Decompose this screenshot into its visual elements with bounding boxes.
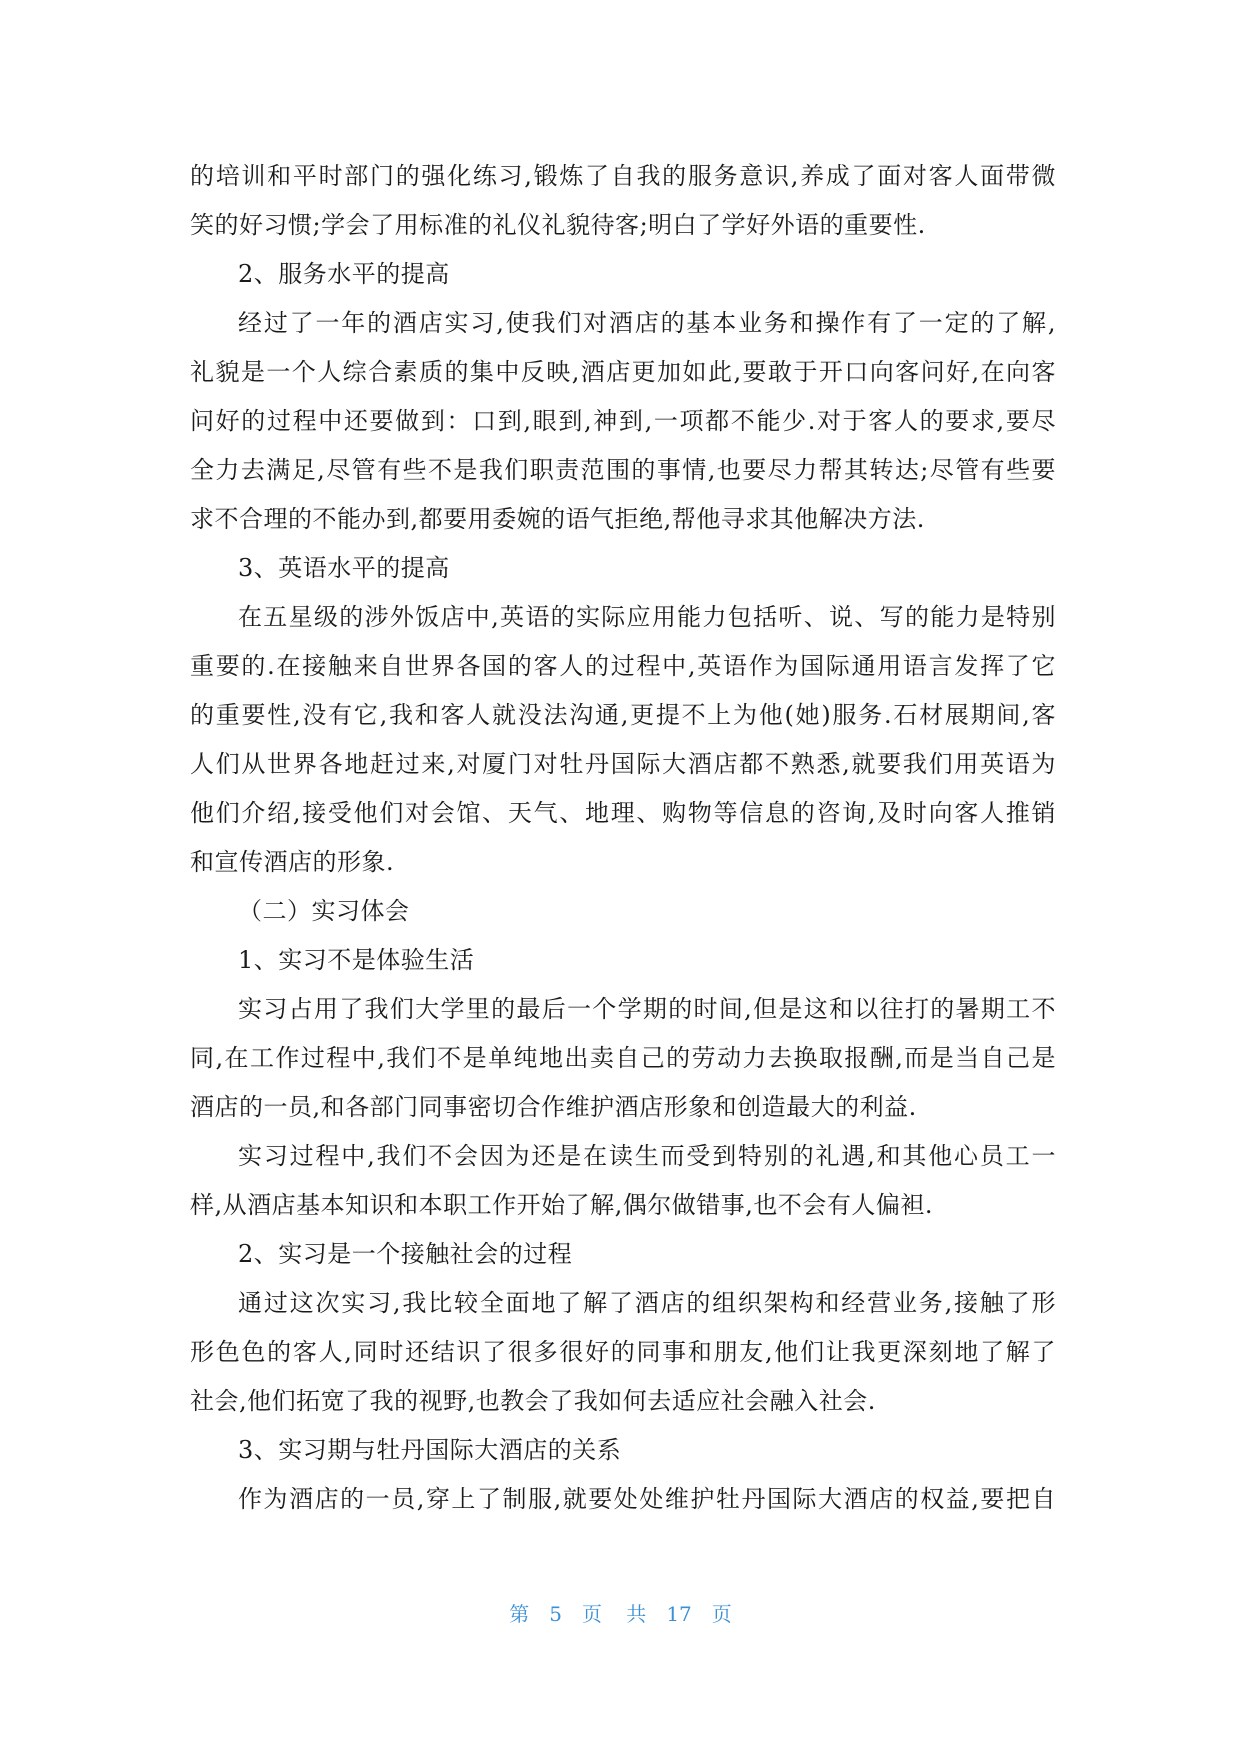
- text-line: 同,在工作过程中,我们不是单纯地出卖自己的劳动力去换取报酬,而是当自己是: [190, 1044, 1056, 1072]
- page-footer: [0, 1598, 1241, 1627]
- text-line: 礼貌是一个人综合素质的集中反映,酒店更加如此,要敢于开口向客问好,在向客: [190, 358, 1056, 386]
- footer-label-ye-gong: 页 共: [581, 1602, 647, 1626]
- footer-label-di: 第: [509, 1602, 530, 1626]
- text-line: 样,从酒店基本知识和本职工作开始了解,偶尔做错事,也不会有人偏袒.: [190, 1191, 934, 1219]
- text-line: 通过这次实习,我比较全面地了解了酒店的组织架构和经营业务,接触了形: [238, 1289, 1056, 1317]
- text-line: 的培训和平时部门的强化练习,锻炼了自我的服务意识,养成了面对客人面带微: [190, 162, 1056, 190]
- text-line: 经过了一年的酒店实习,使我们对酒店的基本业务和操作有了一定的了解,: [238, 309, 1056, 337]
- footer-label-ye: 页: [711, 1602, 732, 1626]
- text-line: 人们从世界各地赶过来,对厦门对牡丹国际大酒店都不熟悉,就要我们用英语为: [190, 750, 1056, 778]
- text-line: 形色色的客人,同时还结识了很多很好的同事和朋友,他们让我更深刻地了解了: [190, 1338, 1056, 1366]
- text-line: 实习占用了我们大学里的最后一个学期的时间,但是这和以往打的暑期工不: [238, 995, 1056, 1023]
- text-line: 3、英语水平的提高: [238, 554, 450, 582]
- text-line: 实习过程中,我们不会因为还是在读生而受到特别的礼遇,和其他心员工一: [238, 1142, 1056, 1170]
- text-line: 2、服务水平的提高: [238, 260, 450, 288]
- text-line: 3、实习期与牡丹国际大酒店的关系: [238, 1436, 622, 1464]
- text-line: 求不合理的不能办到,都要用委婉的语气拒绝,帮他寻求其他解决方法.: [190, 505, 925, 533]
- text-line: （二）实习体会: [238, 897, 410, 925]
- text-line: 他们介绍,接受他们对会馆、天气、地理、购物等信息的咨询,及时向客人推销: [190, 799, 1056, 827]
- footer-current-page: 5: [549, 1602, 562, 1626]
- text-line: 社会,他们拓宽了我的视野,也教会了我如何去适应社会融入社会.: [190, 1387, 876, 1415]
- footer-total-pages: 17: [666, 1602, 692, 1626]
- text-line: 和宣传酒店的形象.: [190, 848, 395, 876]
- text-line: 重要的.在接触来自世界各国的客人的过程中,英语作为国际通用语言发挥了它: [190, 652, 1056, 680]
- text-line: 全力去满足,尽管有些不是我们职责范围的事情,也要尽力帮其转达;尽管有些要: [190, 456, 1056, 484]
- text-line: 1、实习不是体验生活: [238, 946, 475, 974]
- document-body: [190, 152, 1056, 1524]
- text-line: 在五星级的涉外饭店中,英语的实际应用能力包括听、说、写的能力是特别: [238, 603, 1056, 631]
- text-line: 作为酒店的一员,穿上了制服,就要处处维护牡丹国际大酒店的权益,要把自: [238, 1485, 1056, 1513]
- text-line: 2、实习是一个接触社会的过程: [238, 1240, 573, 1268]
- text-line: 问好的过程中还要做到：口到,眼到,神到,一项都不能少.对于客人的要求,要尽: [190, 407, 1056, 435]
- text-line: 酒店的一员,和各部门同事密切合作维护酒店形象和创造最大的利益.: [190, 1093, 917, 1121]
- text-line: 的重要性,没有它,我和客人就没法沟通,更提不上为他(她)服务.石材展期间,客: [190, 701, 1056, 729]
- text-line: 笑的好习惯;学会了用标准的礼仪礼貌待客;明白了学好外语的重要性.: [190, 211, 926, 239]
